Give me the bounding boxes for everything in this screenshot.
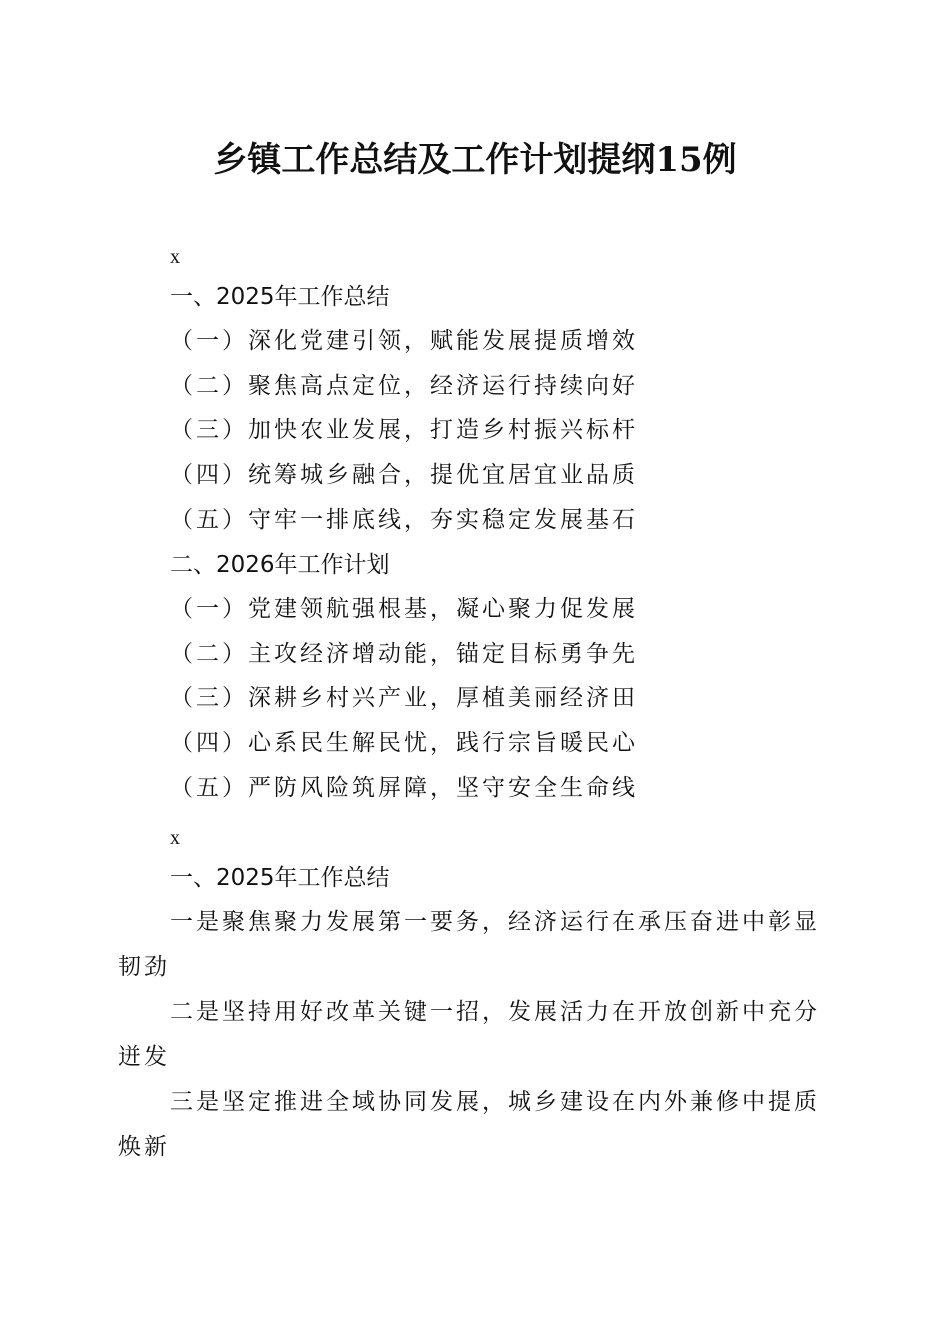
summary-heading: 一、2025年工作总结 [170, 865, 390, 891]
document-title: 乡镇工作总结及工作计划提纲15例 [213, 140, 737, 180]
summary-paragraph: 二是坚持用好改革关键一招，发展活力在开放创新中充分迸发 [118, 999, 820, 1070]
summary-paragraph: 三是坚定推进全域协同发展，城乡建设在内外兼修中提质焕新 [118, 1089, 820, 1160]
plan-item: （一）党建领航强根基，凝心聚力促发展 [170, 596, 638, 622]
summary-heading: 一、2025年工作总结 [170, 284, 390, 310]
section-marker: x [170, 246, 180, 268]
summary-item: （三）加快农业发展，打造乡村振兴标杆 [170, 417, 638, 443]
plan-item: （五）严防风险筑屏障，坚守安全生命线 [170, 775, 638, 801]
plan-item: （四）心系民生解民忧，践行宗旨暖民心 [170, 730, 638, 756]
section-marker: x [170, 827, 180, 849]
summary-item: （二）聚焦高点定位，经济运行持续向好 [170, 373, 638, 399]
summary-paragraph: 一是聚焦聚力发展第一要务，经济运行在承压奋进中彰显韧劲 [118, 909, 820, 980]
summary-item: （五）守牢一排底线，夯实稳定发展基石 [170, 507, 638, 533]
plan-item: （三）深耕乡村兴产业，厚植美丽经济田 [170, 685, 638, 711]
plan-item: （二）主攻经济增动能，锚定目标勇争先 [170, 641, 638, 667]
summary-item: （四）统筹城乡融合，提优宜居宜业品质 [170, 462, 638, 488]
plan-heading: 二、2026年工作计划 [170, 552, 390, 578]
summary-item: （一）深化党建引领，赋能发展提质增效 [170, 328, 638, 354]
